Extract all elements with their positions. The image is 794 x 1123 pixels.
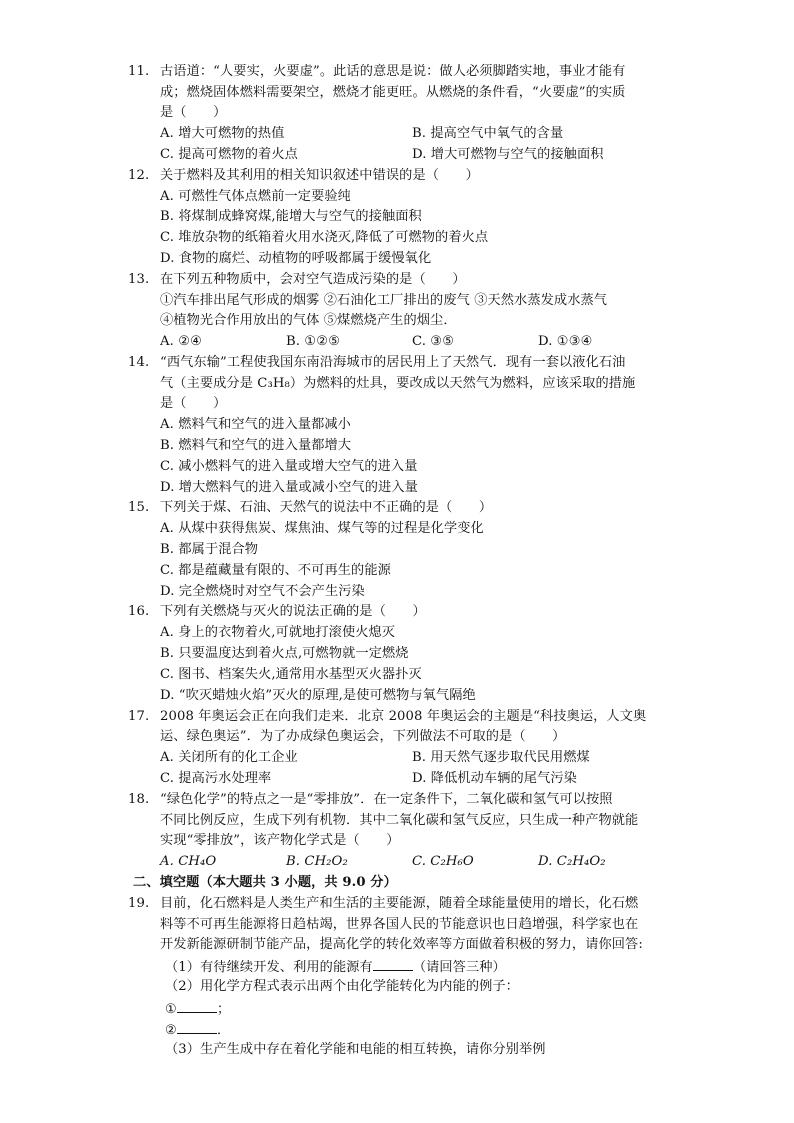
circled-one-marker: ① — [165, 1002, 177, 1017]
answer-blank-equation-1[interactable] — [177, 998, 217, 1013]
question-16-option-a: A. 身上的衣物着火,可就地打滚使火熄灭 — [160, 625, 396, 640]
question-11-option-b: B. 提高空气中氧气的含量 — [412, 126, 564, 141]
question-19-part-1-hint: （请回答三种） — [412, 960, 506, 975]
question-17-option-a: A. 关闭所有的化工企业 — [160, 750, 298, 765]
question-15-text-line-1: 下列关于煤、石油、天然气的说法中不正确的是（ ） — [160, 500, 493, 515]
question-14-option-b: B. 燃料气和空气的进入量都增大 — [160, 438, 352, 453]
question-18-option-b: B. CH₂O₂ — [286, 854, 348, 869]
question-14-option-d: D. 增大燃料气的进入量或减小空气的进入量 — [160, 480, 418, 495]
circled-two-marker: ② — [165, 1023, 177, 1038]
answer-blank-equation-2[interactable] — [177, 1019, 217, 1034]
question-17-option-d: D. 降低机动车辆的尾气污染 — [412, 771, 577, 786]
question-19-text-line-2: 料等不可再生能源将日趋枯竭，世界各国人民的节能意识也日趋增强，科学家也在 — [160, 917, 639, 932]
answer-blank-energy-sources[interactable] — [373, 956, 413, 971]
question-15-option-d: D. 完全燃烧时对空气不会产生污染 — [160, 584, 365, 599]
question-15-option-a: A. 从煤中获得焦炭、煤焦油、煤气等的过程是化学变化 — [160, 521, 484, 536]
question-12-text-line-1: 关于燃料及其利用的相关知识叙述中错误的是（ ） — [160, 168, 479, 183]
question-14-option-c: C. 减小燃料气的进入量或增大空气的进入量 — [160, 459, 418, 474]
question-16-option-b: B. 只要温度达到着火点,可燃物就一定燃烧 — [160, 646, 409, 661]
question-19-text-line-3: 开发新能源研制节能产品，提高化学的转化效率等方面做着积极的努力，请你回答: — [160, 937, 643, 952]
question-11-text-line-3: 是（ ） — [160, 105, 227, 120]
question-13-option-d: D. ①③④ — [538, 334, 593, 349]
question-19-part-1-prompt: （1）有待继续开发、利用的能源有 — [165, 960, 373, 975]
question-12-option-b: B. 将煤制成蜂窝煤,能增大与空气的接触面积 — [160, 209, 422, 224]
period: ． — [216, 1023, 231, 1038]
question-19-answer-line-2 — [165, 1019, 230, 1041]
question-14-text-line-3: 是（ ） — [160, 396, 227, 411]
question-18-option-c: C. C₂H₆O — [412, 854, 474, 869]
question-19-number: 19. — [128, 896, 150, 911]
semicolon: ； — [216, 1002, 231, 1017]
question-11-text-line-1: 古语道：“人要实，火要虚”。此话的意思是说：做人必须脚踏实地，事业才能有 — [160, 64, 626, 79]
question-19-text-line-1: 目前，化石燃料是人类生产和生活的主要能源，随着全球能量使用的增长，化石燃 — [160, 896, 639, 911]
question-12-option-d: D. 食物的腐烂、动植物的呼吸都属于缓慢氧化 — [160, 251, 432, 266]
question-13-number: 13. — [128, 272, 150, 287]
question-16-option-d: D. “吹灭蜡烛火焰”灭火的原理,是使可燃物与氧气隔绝 — [160, 688, 476, 703]
question-17-text-line-1: 2008 年奥运会正在向我们走来．北京 2008 年奥运会的主题是“科技奥运，人文奥 — [160, 709, 647, 724]
question-17-option-b: B. 用天然气逐步取代民用燃煤 — [412, 750, 590, 765]
question-18-number: 18. — [128, 792, 150, 807]
question-11-number: 11. — [128, 64, 150, 79]
question-11-text-line-2: 成；燃烧固体燃料需要架空，燃烧才能更旺。从燃烧的条件看，“火要虚”的实质 — [160, 85, 626, 100]
question-14-option-a: A. 燃料气和空气的进入量都减小 — [160, 417, 351, 432]
question-14-number: 14. — [128, 355, 150, 370]
question-15-option-c: C. 都是蕴藏量有限的、不可再生的能源 — [160, 563, 391, 578]
question-11-option-a: A. 增大可燃物的热值 — [160, 126, 285, 141]
question-13-option-c: C. ③⑤ — [412, 334, 455, 349]
question-11-option-c: C. 提高可燃物的着火点 — [160, 147, 298, 162]
question-18-text-line-2: 不同比例反应，生成下列有机物．其中二氧化碳和氢气反应，只生成一种产物就能 — [160, 813, 639, 828]
question-19-answer-line-1 — [165, 998, 230, 1020]
question-17-text-line-2: 运、绿色奥运”．为了办成绿色奥运会，下列做法不可取的是（ ） — [160, 729, 566, 744]
question-18-option-d: D. C₂H₄O₂ — [538, 854, 606, 869]
question-13-option-b: B. ①②⑤ — [286, 334, 341, 349]
question-13-option-a: A. ②④ — [160, 334, 203, 349]
question-12-option-a: A. 可燃性气体点燃前一定要验纯 — [160, 189, 351, 204]
question-13-text-line-3: ④植物光合作用放出的气体 ⑤煤燃烧产生的烟尘． — [160, 313, 457, 328]
question-19-part-3: （3）生产生成中存在着化学能和电能的相互转换，请你分别举例 — [165, 1042, 546, 1057]
question-16-text-line-1: 下列有关燃烧与灭火的说法正确的是（ ） — [160, 604, 426, 619]
question-14-text-line-1: “西气东输”工程使我国东南沿海城市的居民用上了天然气．现有一套以液化石油 — [160, 355, 626, 370]
question-16-option-c: C. 图书、档案失火,通常用水基型灭火器扑灭 — [160, 667, 422, 682]
question-19-part-1 — [165, 956, 506, 978]
question-12-option-c: C. 堆放杂物的纸箱着火用水浇灭,降低了可燃物的着火点 — [160, 230, 489, 245]
question-18-option-a: A. CH₄O — [160, 854, 217, 869]
question-15-number: 15. — [128, 500, 150, 515]
question-18-text-line-3: 实现“零排放”，该产物化学式是（ ） — [160, 833, 400, 848]
question-15-option-b: B. 都属于混合物 — [160, 542, 259, 557]
question-13-text-line-2: ①汽车排出尾气形成的烟雾 ②石油化工厂排出的废气 ③天然水蒸发成水蒸气 — [160, 293, 608, 308]
section-heading-fill-in: 二、填空题（本大题共 3 小题，共 9.0 分） — [133, 875, 397, 890]
question-14-text-line-2: 气（主要成分是 C₃H₈）为燃料的灶具，要改成以天然气为燃料，应该采取的措施 — [160, 376, 636, 391]
question-12-number: 12. — [128, 168, 150, 183]
question-13-text-line-1: 在下列五种物质中，会对空气造成污染的是（ ） — [160, 272, 466, 287]
question-17-option-c: C. 提高污水处理率 — [160, 771, 272, 786]
question-11-option-d: D. 增大可燃物与空气的接触面积 — [412, 147, 604, 162]
question-19-part-2: （2）用化学方程式表示出两个由化学能转化为内能的例子： — [165, 979, 519, 994]
question-16-number: 16. — [128, 604, 150, 619]
question-18-text-line-1: “绿色化学”的特点之一是“零排放”．在一定条件下，二氧化碳和氢气可以按照 — [160, 792, 613, 807]
question-17-number: 17. — [128, 709, 150, 724]
